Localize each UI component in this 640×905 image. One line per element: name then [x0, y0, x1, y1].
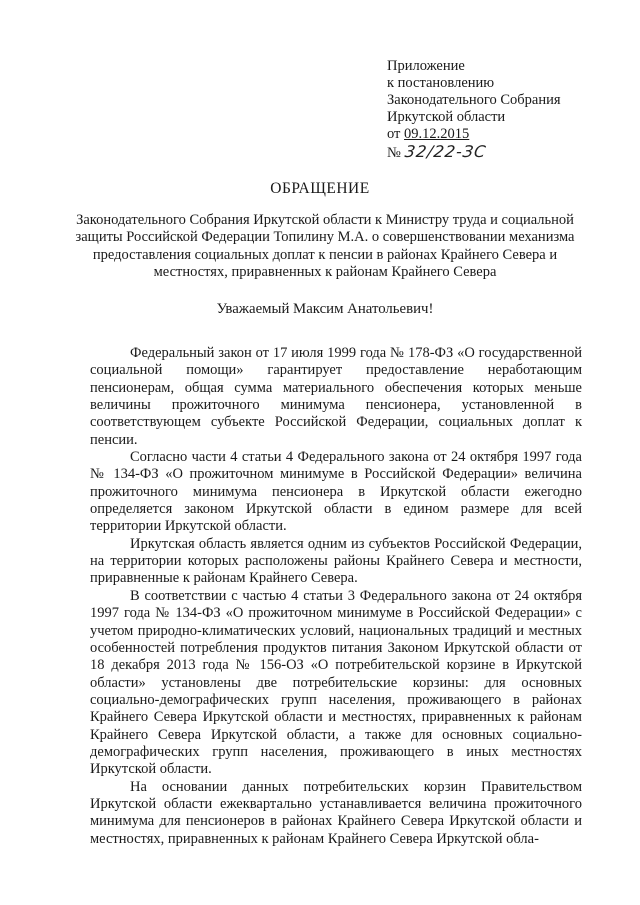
stamp-date-row — [387, 126, 617, 143]
document-body — [90, 345, 582, 848]
stamp-number-sign: № — [387, 145, 401, 161]
body-paragraph: В соответствии с частью 4 статьи 3 Федерального закона от 24 октября 1997 года № 134-ФЗ «О прожиточном минимуме в Российской Федерации» с учетом природно-климатических условий, национальных традиций и местных особенностей потребления продуктов питания Законом Иркутской области от 18 декабря 2013 года № 156-ОЗ «О потребительской корзине в Иркутской области» установлены две потребительские корзины: для основных социально-демографических групп населения, проживающего в районах Крайнего Севера Иркутской области и местностях, приравненных к районам Крайнего Севера Иркутской области, а также для основных социально-демографических групп населения, проживающего в иных местностях Иркутской области. — [90, 587, 582, 778]
body-paragraph: На основании данных потребительских корзин Правительством Иркутской области ежеквартально устанавливается величина прожиточного минимума для пенсионеров в районах Крайнего Севера Иркутской области и местностях, приравненных к районам Крайнего Севера Иркутской обла- — [90, 778, 582, 847]
stamp-line-region: Иркутской области — [387, 109, 506, 125]
body-paragraph: Иркутская область является одним из субъектов Российской Федерации, на территории которых расположены районы Крайнего Севера и местности, приравненные к районам Крайнего Севера. — [90, 535, 582, 587]
stamp-line-appendix: Приложение — [387, 58, 465, 74]
document-title: ОБРАЩЕНИЕ — [270, 180, 370, 197]
greeting: Уважаемый Максим Анатольевич! — [216, 301, 434, 317]
stamp-date-prefix: от — [387, 126, 401, 142]
approval-stamp — [387, 58, 617, 162]
stamp-date: 09.12.2015 — [404, 126, 470, 142]
body-paragraph: Согласно части 4 статьи 4 Федерального закона от 24 октября 1997 года № 134-ФЗ «О прожиточном минимуме в Российской Федерации» величина прожиточного минимума пенсионера в Иркутской области ежегодно определяется законом Иркутской области в едином размере для всей территории Иркутской области. — [90, 449, 582, 535]
body-paragraph: Федеральный закон от 17 июля 1999 года № 178-ФЗ «О государственной социальной помощи» гарантирует предоставление неработающим пенсионерам, общая сумма материального обеспечения которых меньше величины прожиточного минимума пенсионера, установленной в соответствующем субъекте Российской Федерации, социальных доплат к пенсии. — [90, 345, 582, 448]
stamp-number-row — [387, 143, 617, 162]
stamp-line-resolution: к постановлению — [387, 75, 495, 91]
document-subtitle: Законодательного Собрания Иркутской области к Министру труда и социальной защиты Российской Федерации Топилину М.А. о совершенствовании механизма предоставления социальных доплат к пенсии в районах Крайнего Севера и местностях, приравненных к районам Крайнего Севера — [75, 212, 575, 281]
stamp-handwritten-number: 32/22-ЗС — [403, 142, 488, 161]
stamp-line-assembly: Законодательного Собрания — [387, 92, 561, 108]
